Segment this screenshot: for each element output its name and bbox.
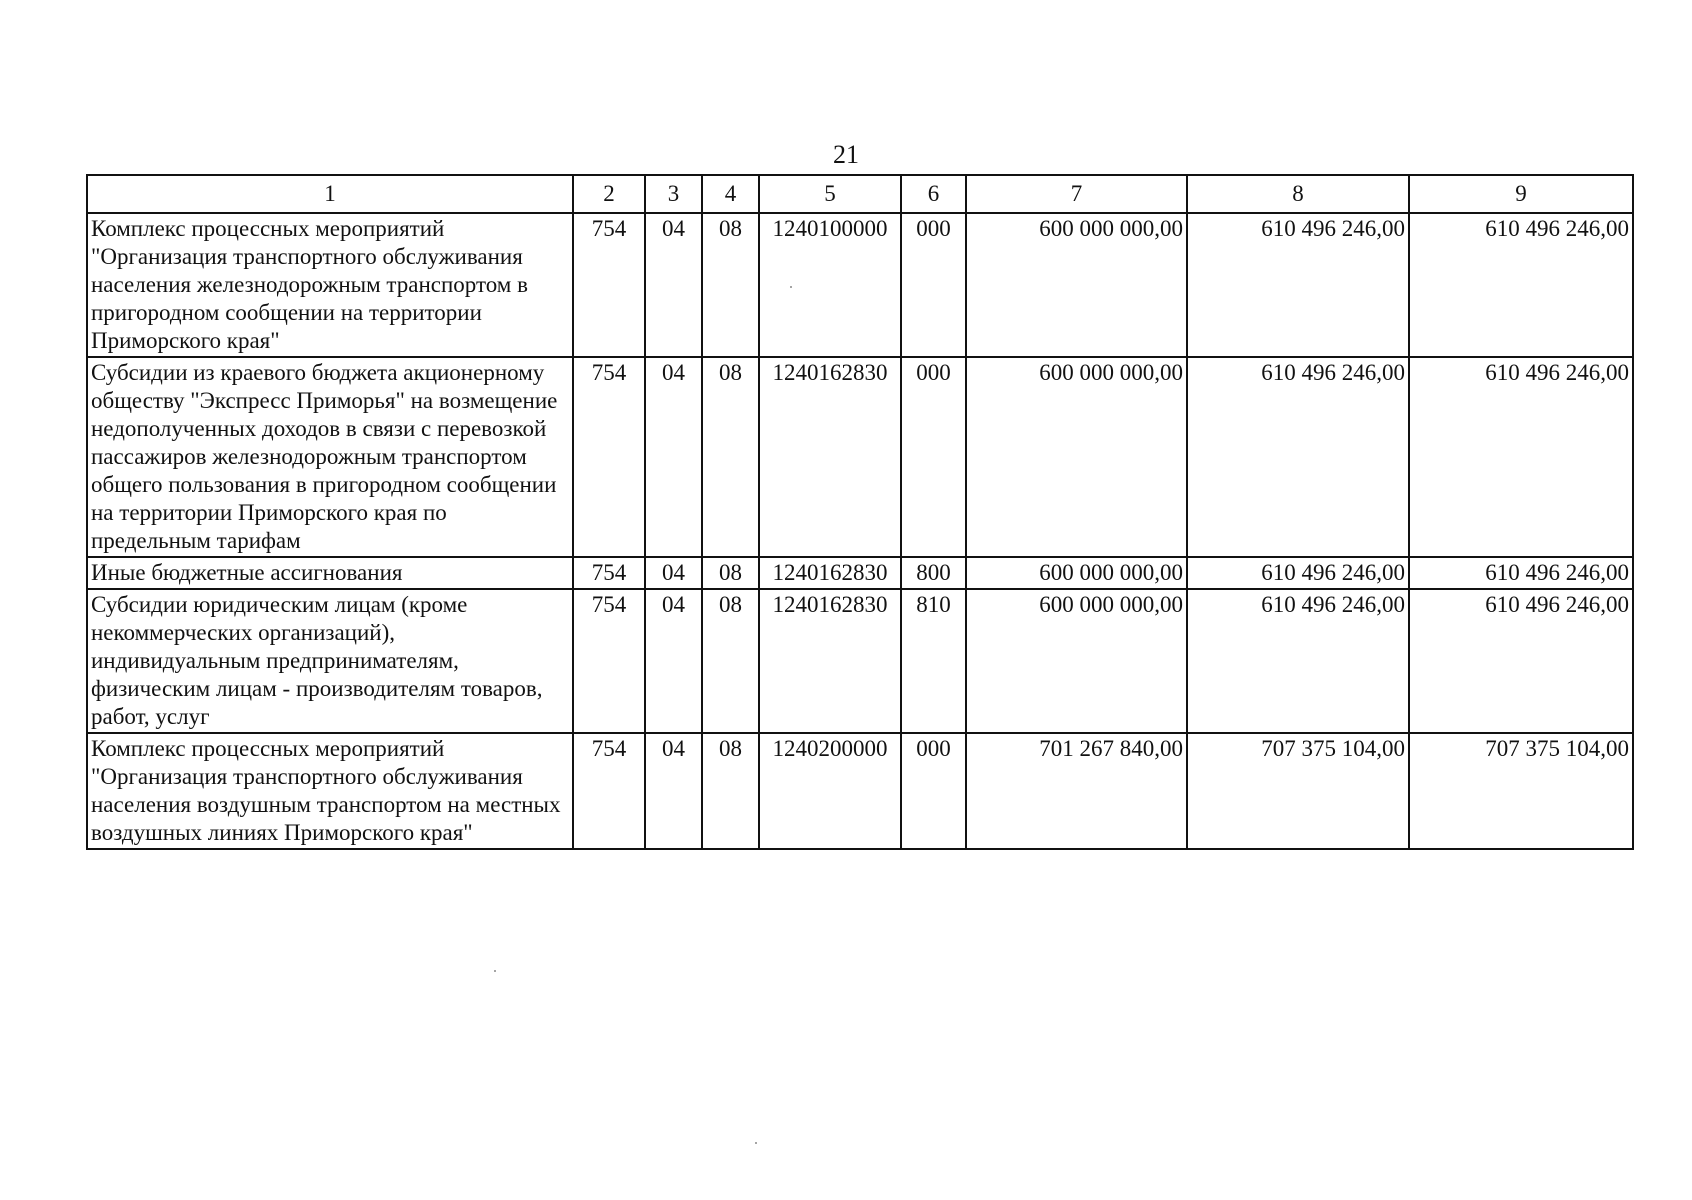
scan-speck bbox=[494, 970, 496, 972]
amount-col-8: 610 496 246,00 bbox=[1187, 557, 1409, 589]
target-article-code: 1240200000 bbox=[759, 733, 901, 849]
column-header-9: 9 bbox=[1409, 175, 1633, 213]
budget-table bbox=[86, 174, 1634, 850]
amount-col-7: 600 000 000,00 bbox=[966, 213, 1187, 357]
subsection-code: 08 bbox=[702, 733, 759, 849]
column-header-2: 2 bbox=[573, 175, 645, 213]
column-header-3: 3 bbox=[645, 175, 702, 213]
section-code: 04 bbox=[645, 589, 702, 733]
amount-col-7: 600 000 000,00 bbox=[966, 357, 1187, 557]
expense-type-code: 000 bbox=[901, 733, 966, 849]
expense-type-code: 810 bbox=[901, 589, 966, 733]
expense-type-code: 800 bbox=[901, 557, 966, 589]
table-row bbox=[87, 557, 1633, 589]
amount-col-8: 610 496 246,00 bbox=[1187, 589, 1409, 733]
scan-speck bbox=[755, 1142, 757, 1144]
expense-type-code: 000 bbox=[901, 357, 966, 557]
amount-col-7: 701 267 840,00 bbox=[966, 733, 1187, 849]
column-header-4: 4 bbox=[702, 175, 759, 213]
target-article-code: 1240162830 bbox=[759, 557, 901, 589]
ministry-code: 754 bbox=[573, 357, 645, 557]
section-code: 04 bbox=[645, 357, 702, 557]
column-header-5: 5 bbox=[759, 175, 901, 213]
column-header-6: 6 bbox=[901, 175, 966, 213]
column-header-7: 7 bbox=[966, 175, 1187, 213]
scan-speck bbox=[790, 286, 792, 288]
row-name: Иные бюджетные ассигнования bbox=[87, 557, 573, 589]
amount-col-9: 707 375 104,00 bbox=[1409, 733, 1633, 849]
target-article-code: 1240100000 bbox=[759, 213, 901, 357]
amount-col-9: 610 496 246,00 bbox=[1409, 557, 1633, 589]
row-name: Комплекс процессных мероприятий "Организация транспортного обслуживания населения воздушным транспортом на местных воздушных линиях Приморского края" bbox=[87, 733, 573, 849]
row-name: Комплекс процессных мероприятий "Организация транспортного обслуживания населения железнодорожным транспортом в пригородном сообщении на территории Приморского края" bbox=[87, 213, 573, 357]
subsection-code: 08 bbox=[702, 357, 759, 557]
table-row bbox=[87, 733, 1633, 849]
amount-col-9: 610 496 246,00 bbox=[1409, 357, 1633, 557]
ministry-code: 754 bbox=[573, 733, 645, 849]
amount-col-8: 707 375 104,00 bbox=[1187, 733, 1409, 849]
row-name: Субсидии юридическим лицам (кроме некоммерческих организаций), индивидуальным предпринимателям, физическим лицам - производителям товаров, работ, услуг bbox=[87, 589, 573, 733]
expense-type-code: 000 bbox=[901, 213, 966, 357]
target-article-code: 1240162830 bbox=[759, 357, 901, 557]
ministry-code: 754 bbox=[573, 213, 645, 357]
subsection-code: 08 bbox=[702, 589, 759, 733]
table-row bbox=[87, 357, 1633, 557]
ministry-code: 754 bbox=[573, 589, 645, 733]
amount-col-9: 610 496 246,00 bbox=[1409, 589, 1633, 733]
target-article-code: 1240162830 bbox=[759, 589, 901, 733]
section-code: 04 bbox=[645, 213, 702, 357]
table-row bbox=[87, 213, 1633, 357]
table-row bbox=[87, 589, 1633, 733]
section-code: 04 bbox=[645, 557, 702, 589]
column-header-8: 8 bbox=[1187, 175, 1409, 213]
ministry-code: 754 bbox=[573, 557, 645, 589]
page-number: 21 bbox=[833, 140, 859, 169]
amount-col-8: 610 496 246,00 bbox=[1187, 213, 1409, 357]
section-code: 04 bbox=[645, 733, 702, 849]
subsection-code: 08 bbox=[702, 213, 759, 357]
column-header-1: 1 bbox=[87, 175, 573, 213]
amount-col-9: 610 496 246,00 bbox=[1409, 213, 1633, 357]
amount-col-7: 600 000 000,00 bbox=[966, 589, 1187, 733]
row-name: Субсидии из краевого бюджета акционерному обществу "Экспресс Приморья" на возмещение недополученных доходов в связи с перевозкой пассажиров железнодорожным транспортом общего пользования в пригородном сообщении на территории Приморского края по предельным тарифам bbox=[87, 357, 573, 557]
amount-col-7: 600 000 000,00 bbox=[966, 557, 1187, 589]
subsection-code: 08 bbox=[702, 557, 759, 589]
header-row bbox=[87, 175, 1633, 213]
amount-col-8: 610 496 246,00 bbox=[1187, 357, 1409, 557]
